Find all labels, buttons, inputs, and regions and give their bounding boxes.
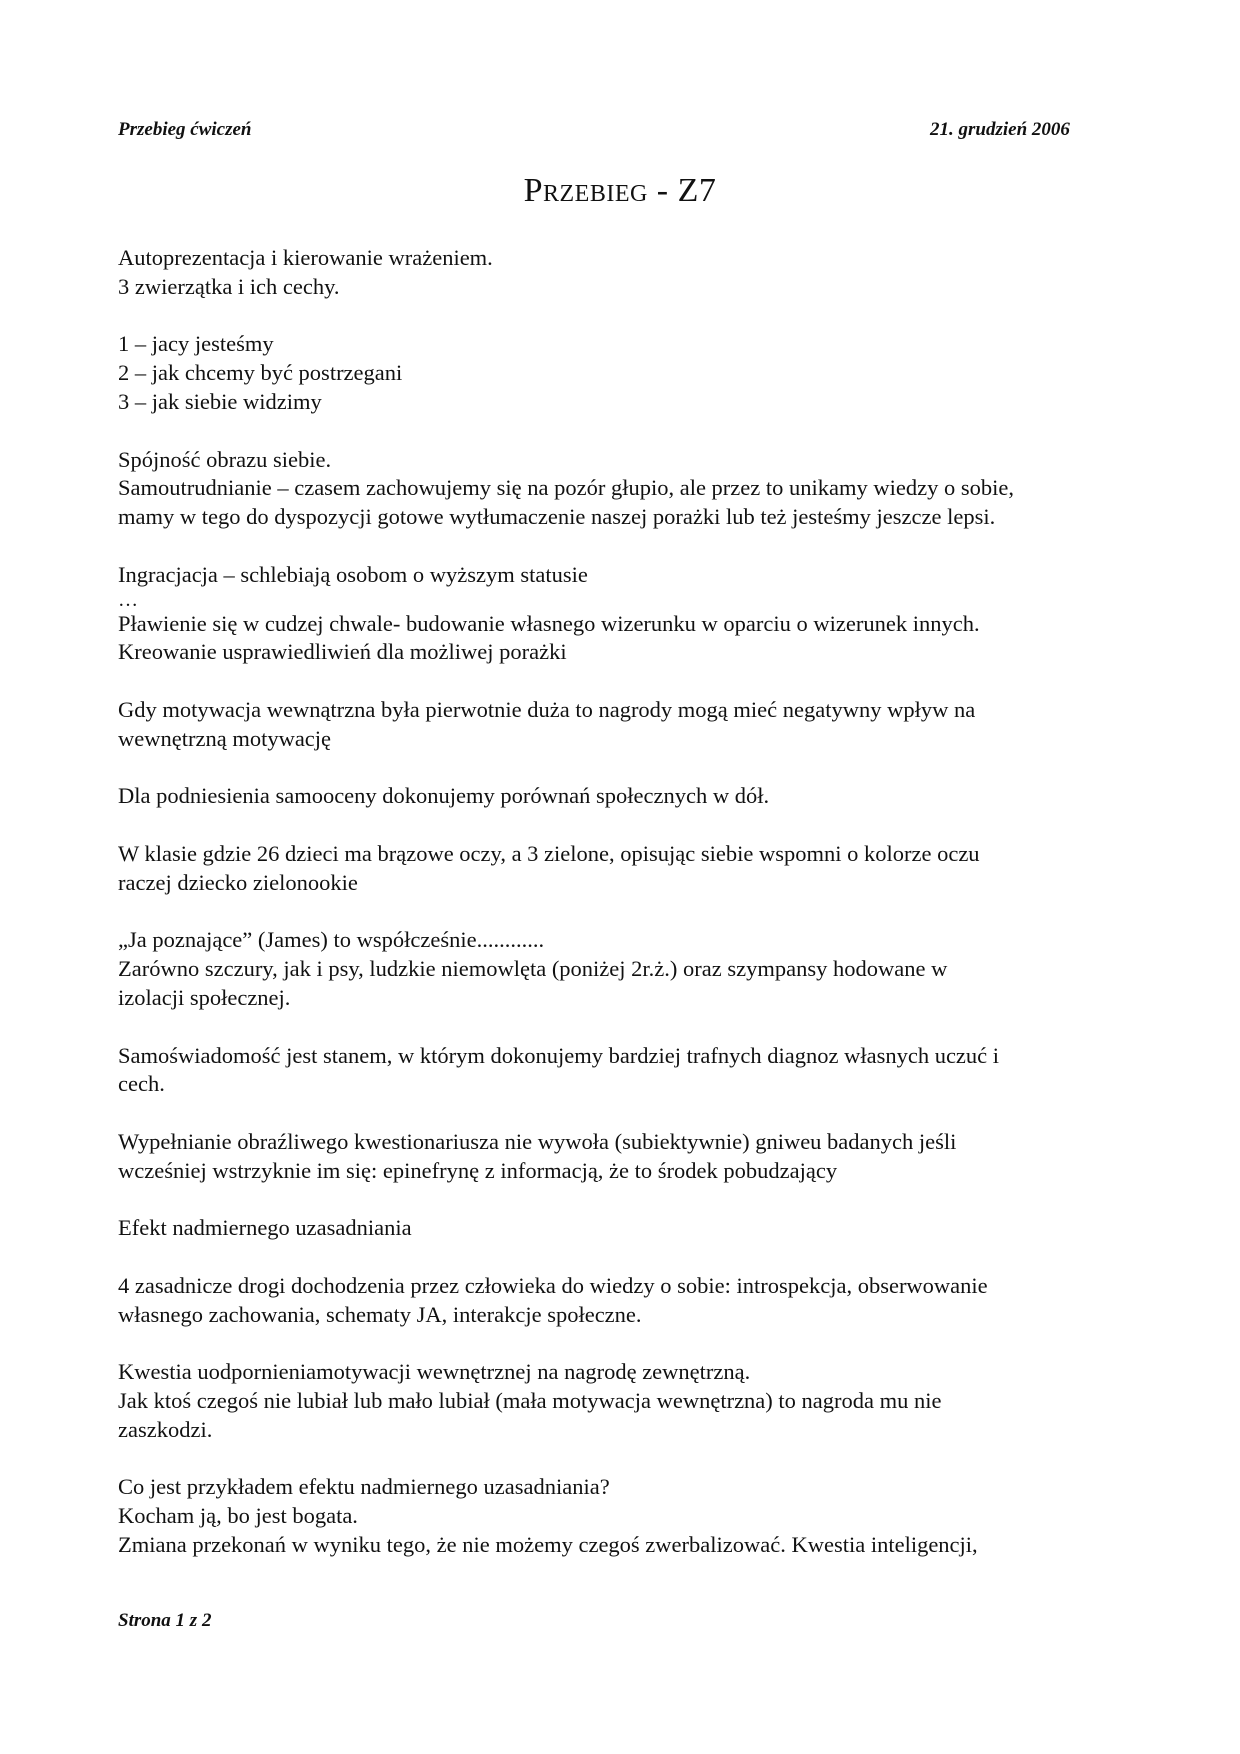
text-line: Kwestia uodpornieniamotywacji wewnętrznej na nagrodę zewnętrzną. xyxy=(118,1359,751,1385)
paragraph-gap xyxy=(118,532,1118,561)
text-line: Zmiana przekonań w wyniku tego, że nie możemy czegoś zwerbalizować. Kwestia inteligencji, xyxy=(118,1532,978,1558)
text-line: zaszkodzi. xyxy=(118,1416,213,1442)
text-line: Spójność obrazu siebie. xyxy=(118,446,332,472)
text-line: Samoutrudnianie – czasem zachowujemy się na pozór głupio, ale przez to unikamy wiedzy o sobie, xyxy=(118,475,1014,501)
text-line: Dla podniesienia samooceny dokonujemy porównań społecznych w dół. xyxy=(118,783,770,809)
list-item: 3 – jak siebie widzimy xyxy=(118,388,322,414)
text-line: W klasie gdzie 26 dzieci ma brązowe oczy, a 3 zielone, opisując siebie wspomni o kolorze oczu xyxy=(118,840,980,866)
text-line: Efekt nadmiernego uzasadniania xyxy=(118,1215,412,1241)
text-line: Jak ktoś czegoś nie lubiał lub mało lubiał (mała motywacja wewnętrzna) to nagroda mu nie xyxy=(118,1388,942,1414)
paragraph-gap xyxy=(118,667,1118,696)
running-header-left: Przebieg ćwiczeń xyxy=(118,119,252,140)
text-line: Pławienie się w cudzej chwale- budowanie własnego wizerunku w oparciu o wizerunek innych. xyxy=(118,610,980,636)
text-line: Samoświadomość jest stanem, w którym dokonujemy bardziej trafnych diagnoz własnych uczuć i xyxy=(118,1042,1000,1068)
page-number-footer: Strona 1 z 2 xyxy=(118,1610,212,1631)
text-line: 3 zwierzątka i ich cechy. xyxy=(118,273,340,299)
text-line: 4 zasadnicze drogi dochodzenia przez człowieka do wiedzy o sobie: introspekcja, obserwowanie xyxy=(118,1272,988,1298)
text-line: wcześniej wstrzyknie im się: epinefrynę z informacją, że to środek pobudzający xyxy=(118,1157,838,1183)
text-line: Zarówno szczury, jak i psy, ludzkie niemowlęta (poniżej 2r.ż.) oraz szympansy hodowane w xyxy=(118,956,948,982)
paragraph-gap xyxy=(118,1013,1118,1042)
paragraph-gap xyxy=(118,811,1118,840)
ellipsis-line: … xyxy=(118,588,138,611)
text-line: własnego zachowania, schematy JA, interakcje społeczne. xyxy=(118,1301,642,1327)
paragraph-gap xyxy=(118,417,1118,446)
text-line: raczej dziecko zielonookie xyxy=(118,869,358,895)
paragraph-gap xyxy=(118,1099,1118,1128)
paragraph-gap xyxy=(118,1445,1118,1474)
text-line: Wypełnianie obraźliwego kwestionariusza nie wywoła (subiektywnie) gniweu badanych jeśli xyxy=(118,1128,957,1154)
text-line: Ingracjacja – schlebiają osobom o wyższym statusie xyxy=(118,561,588,587)
paragraph-gap xyxy=(118,898,1118,927)
text-line: Kreowanie usprawiedliwień dla możliwej porażki xyxy=(118,639,567,665)
paragraph-gap xyxy=(118,1243,1118,1272)
text-line: Kocham ją, bo jest bogata. xyxy=(118,1503,358,1529)
paragraph-gap xyxy=(118,1329,1118,1358)
list-item: 1 – jacy jesteśmy xyxy=(118,331,274,357)
paragraph-gap xyxy=(118,754,1118,783)
list-item: 2 – jak chcemy być postrzegani xyxy=(118,360,403,386)
text-line: Autoprezentacja i kierowanie wrażeniem. xyxy=(118,245,493,270)
paragraph-gap xyxy=(118,1186,1118,1215)
text-line: mamy w tego do dyspozycji gotowe wytłumaczenie naszej porażki lub też jesteśmy jeszcze lepsi. xyxy=(118,504,996,530)
text-line: „Ja poznające” (James) to współcześnie............ xyxy=(118,927,545,953)
paragraph-gap xyxy=(118,302,1118,331)
text-line: wewnętrzną motywację xyxy=(118,725,332,751)
running-header-date: 21. grudzień 2006 xyxy=(930,119,1070,140)
text-line: Co jest przykładem efektu nadmiernego uzasadniania? xyxy=(118,1474,610,1500)
text-line: izolacji społecznej. xyxy=(118,984,291,1010)
text-line: Gdy motywacja wewnątrzna była pierwotnie duża to nagrody mogą mieć negatywny wpływ na xyxy=(118,696,976,722)
page-title: Przebieg - Z7 xyxy=(523,172,717,209)
document-body xyxy=(118,244,1118,1560)
text-line: cech. xyxy=(118,1071,165,1097)
